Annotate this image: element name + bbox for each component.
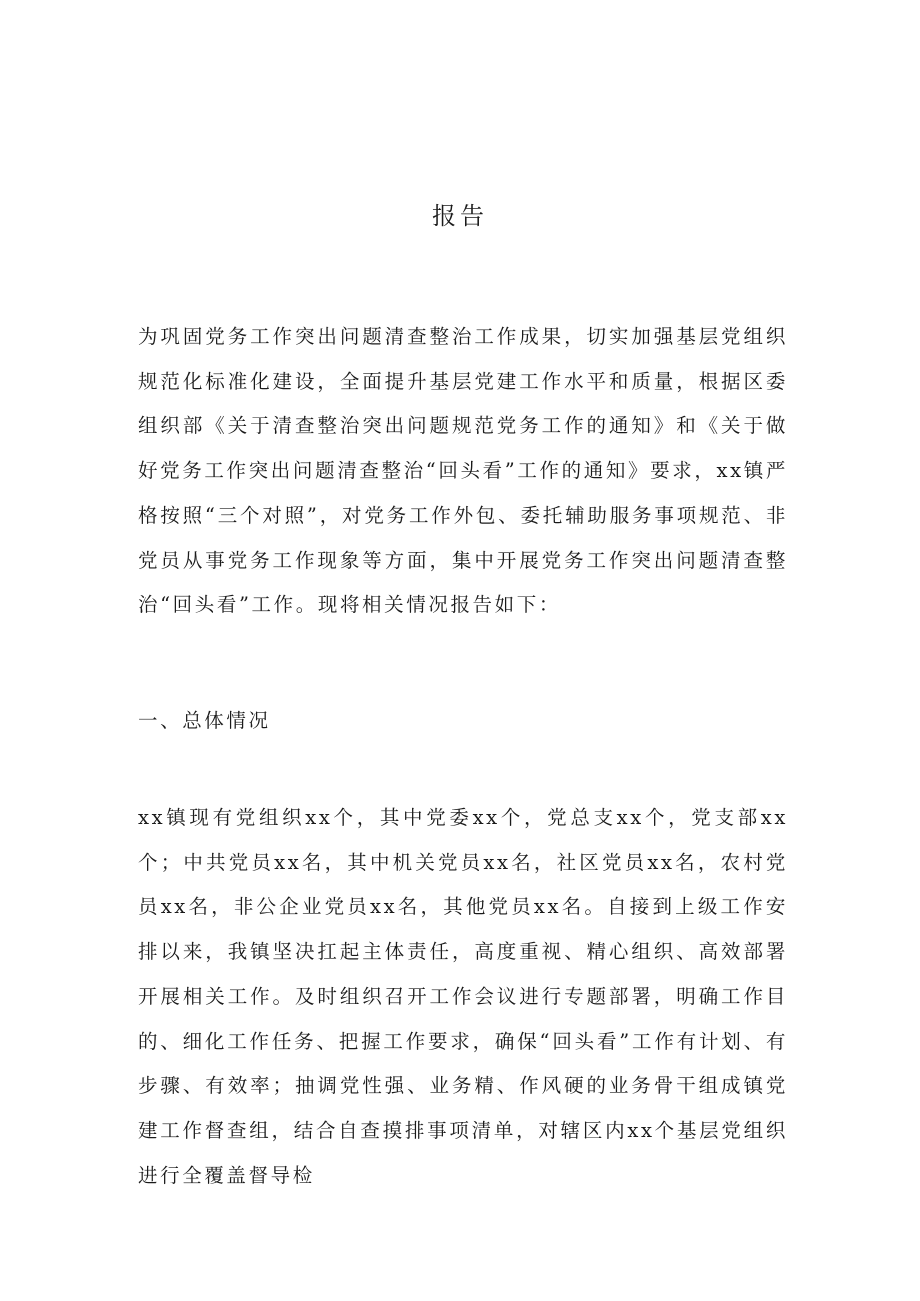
section-heading: 一、总体情况 xyxy=(138,709,271,732)
document-title: 报告 xyxy=(432,202,488,230)
intro-paragraph: 为巩固党务工作突出问题清查整治工作成果，切实加强基层党组织规范化标准化建设，全面提升基层党建工作水平和质量，根据区委组织部《关于清查整治突出问题规范党务工作的通知》和《关于做好党务工作突出问题清查整治“回头看”工作的通知》要求，xx镇严格按照“三个对照”，对党务工作外包、委托辅助服务事项规范、非党员从事党务工作现象等方面，集中开展党务工作突出问题清查整治“回头看”工作。现将相关情况报告如下： xyxy=(138,325,788,617)
section-paragraph: xx镇现有党组织xx个，其中党委xx个，党总支xx个，党支部xx个；中共党员xx名，其中机关党员xx名，社区党员xx名，农村党员xx名，非公企业党员xx名，其他党员xx名。自接到上级工作安排以来，我镇坚决扛起主体责任，高度重视、精心组织、高效部署开展相关工作。及时组织召开工作会议进行专题部署，明确工作目的、细化工作任务、把握工作要求，确保“回头看”工作有计划、有步骤、有效率；抽调党性强、业务精、作风硬的业务骨干组成镇党建工作督查组，结合自查摸排事项清单，对辖区内xx个基层党组织进行全覆盖督导检 xyxy=(138,806,788,1187)
